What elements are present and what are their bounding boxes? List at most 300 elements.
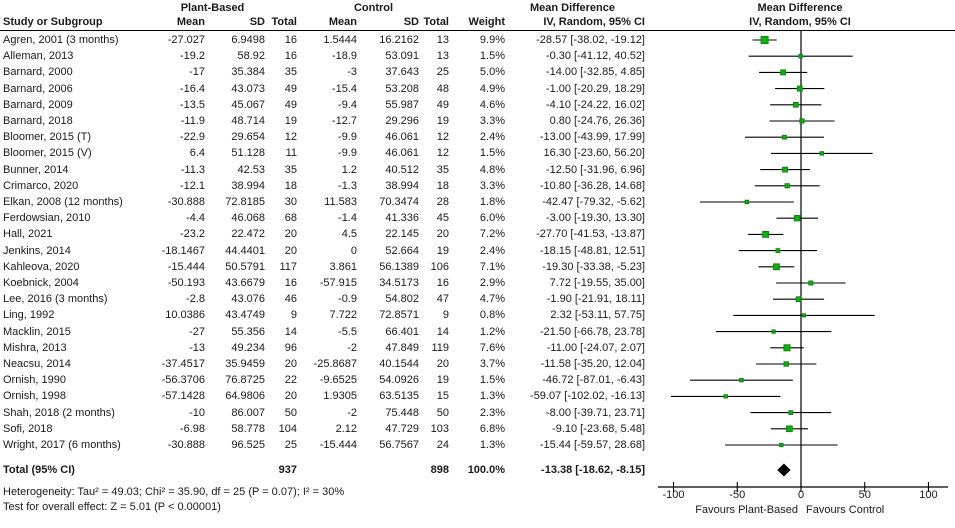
control-total: 19 bbox=[436, 244, 449, 257]
pb-sd: 58.778 bbox=[231, 422, 265, 435]
effect-marker bbox=[809, 281, 813, 285]
pb-sd: 64.9806 bbox=[225, 390, 265, 403]
table-row bbox=[0, 178, 650, 194]
pb-mean: -56.3706 bbox=[161, 374, 205, 387]
pb-sd: 76.8725 bbox=[225, 374, 265, 387]
table-row bbox=[0, 405, 650, 421]
pb-mean: -13.5 bbox=[179, 98, 205, 111]
control-sd: 47.729 bbox=[385, 422, 419, 435]
control-total: 103 bbox=[430, 422, 449, 435]
weight: 1.3% bbox=[479, 439, 505, 451]
control-total: 14 bbox=[436, 325, 449, 338]
pb-sd: 51.128 bbox=[231, 147, 265, 160]
weight: 7.2% bbox=[479, 228, 505, 241]
pb-sd: 96.525 bbox=[231, 439, 265, 451]
pb-total: 20 bbox=[284, 390, 297, 403]
study-name: Elkan, 2008 (12 months) bbox=[3, 196, 123, 208]
pb-total: 49 bbox=[284, 98, 297, 111]
weight: 4.6% bbox=[479, 98, 505, 111]
pb-sd: 55.356 bbox=[231, 325, 265, 338]
effect-marker bbox=[796, 297, 801, 302]
col-header-iv-text: IV, Random, 95% CI bbox=[543, 16, 645, 28]
control-total: 35 bbox=[436, 163, 449, 176]
ci-estimate: 7.72 [-19.55, 35.00] bbox=[549, 277, 645, 289]
weight: 4.7% bbox=[479, 293, 505, 306]
control-mean: -9.9 bbox=[338, 147, 357, 160]
axis-tick-label: 100 bbox=[919, 489, 938, 501]
table-row bbox=[0, 162, 650, 178]
control-mean: -12.7 bbox=[331, 115, 357, 127]
col-header-weight: Weight bbox=[468, 16, 505, 28]
control-mean: -1.3 bbox=[338, 179, 357, 192]
table-row bbox=[0, 32, 650, 48]
weight: 6.8% bbox=[479, 422, 505, 435]
effect-marker bbox=[797, 86, 802, 91]
pb-mean: -13 bbox=[189, 341, 205, 354]
pb-sd: 29.654 bbox=[231, 131, 265, 144]
col-header-iv-plot: IV, Random, 95% CI bbox=[749, 16, 851, 28]
control-mean: -5.5 bbox=[338, 325, 357, 338]
study-name: Barnard, 2009 bbox=[3, 98, 73, 111]
pb-sd: 43.6679 bbox=[225, 277, 265, 289]
pb-sd: 50.5791 bbox=[225, 260, 265, 273]
weight: 4.8% bbox=[479, 163, 505, 176]
pb-mean: -4.4 bbox=[186, 212, 205, 225]
control-sd: 75.448 bbox=[385, 406, 419, 419]
control-sd: 46.061 bbox=[385, 147, 419, 160]
pb-sd: 35.384 bbox=[231, 66, 265, 79]
control-sd: 16.2162 bbox=[379, 34, 419, 46]
ci-estimate: 2.32 [-53.11, 57.75] bbox=[550, 309, 645, 322]
control-mean: 7.722 bbox=[329, 309, 357, 322]
study-name: Koebnick, 2004 bbox=[3, 277, 79, 289]
pb-mean: -50.193 bbox=[167, 277, 205, 289]
effect-marker bbox=[761, 36, 768, 43]
table-row bbox=[0, 372, 650, 388]
table-row bbox=[0, 81, 650, 97]
pb-sd: 72.8185 bbox=[225, 196, 265, 208]
study-name: Kahleova, 2020 bbox=[3, 260, 80, 273]
weight: 9.9% bbox=[479, 34, 505, 46]
effect-marker bbox=[800, 119, 804, 123]
pb-sd: 43.073 bbox=[231, 82, 265, 95]
col-header-c-sd: SD bbox=[403, 16, 419, 28]
control-sd: 56.7567 bbox=[379, 439, 419, 451]
effect-marker bbox=[793, 102, 798, 107]
pb-mean: -22.9 bbox=[179, 131, 205, 144]
control-sd: 63.5135 bbox=[379, 390, 419, 403]
pb-total: 49 bbox=[284, 82, 297, 95]
control-total: 47 bbox=[436, 293, 449, 306]
effect-marker bbox=[784, 362, 788, 366]
pb-mean: -19.2 bbox=[179, 50, 205, 63]
control-mean: -25.8687 bbox=[313, 358, 357, 370]
table-row bbox=[0, 324, 650, 340]
ci-estimate: 16.30 [-23.60, 56.20] bbox=[543, 147, 645, 160]
control-sd: 53.091 bbox=[385, 50, 419, 63]
control-total: 119 bbox=[431, 341, 449, 354]
table-row bbox=[0, 340, 650, 356]
table-row bbox=[0, 388, 650, 404]
col-header-pb-sd: SD bbox=[249, 16, 265, 28]
control-mean: 11.583 bbox=[324, 196, 357, 208]
pb-total: 12 bbox=[284, 131, 297, 144]
weight: 6.0% bbox=[479, 212, 505, 225]
pb-sd: 38.994 bbox=[231, 179, 265, 192]
table-row bbox=[0, 421, 650, 437]
group-header-control: Control bbox=[353, 2, 394, 14]
control-total: 25 bbox=[436, 66, 449, 79]
pb-total: 25 bbox=[284, 439, 297, 451]
header-mean-difference-text: Mean Difference bbox=[530, 2, 615, 14]
pb-sd: 43.4749 bbox=[225, 309, 265, 322]
control-mean: 0 bbox=[350, 244, 357, 257]
pb-total: 22 bbox=[284, 374, 297, 387]
ci-estimate: -1.00 [-20.29, 18.29] bbox=[545, 82, 645, 95]
table-row bbox=[0, 259, 650, 275]
weight: 7.1% bbox=[479, 260, 505, 273]
control-total: 15 bbox=[436, 390, 449, 403]
effect-marker bbox=[772, 330, 775, 333]
study-name: Barnard, 2018 bbox=[3, 115, 73, 127]
table-row bbox=[0, 145, 650, 161]
table-row bbox=[0, 356, 650, 372]
heterogeneity-text: Heterogeneity: Tau² = 49.03; Chi² = 35.90, df = 25 (P = 0.07); I² = 30% bbox=[3, 486, 345, 498]
pb-mean: -18.1467 bbox=[161, 244, 205, 257]
control-total: 20 bbox=[436, 228, 449, 241]
pb-total: 104 bbox=[278, 422, 297, 435]
ci-estimate: -19.30 [-33.38, -5.23] bbox=[542, 260, 645, 273]
weight: 2.4% bbox=[479, 244, 505, 257]
study-name: Ornish, 1998 bbox=[3, 390, 66, 403]
control-sd: 34.5173 bbox=[379, 277, 419, 289]
control-total: 9 bbox=[442, 309, 449, 322]
study-name: Wright, 2017 (6 months) bbox=[3, 439, 121, 451]
ci-estimate: -12.50 [-31.96, 6.96] bbox=[545, 163, 645, 176]
study-name: Shah, 2018 (2 months) bbox=[3, 406, 115, 419]
col-header-study: Study or Subgroup bbox=[3, 16, 103, 28]
pb-sd: 42.53 bbox=[237, 163, 265, 176]
control-total: 24 bbox=[436, 439, 449, 451]
control-sd: 72.8571 bbox=[379, 309, 419, 322]
pb-mean: -23.2 bbox=[179, 228, 205, 241]
control-mean: -57.915 bbox=[319, 277, 357, 289]
weight: 2.4% bbox=[479, 131, 505, 144]
study-name: Ferdowsian, 2010 bbox=[3, 212, 91, 225]
weight: 1.3% bbox=[479, 390, 505, 403]
pb-sd: 6.9498 bbox=[231, 34, 265, 46]
weight: 100.0% bbox=[467, 464, 505, 476]
pb-sd: 49.234 bbox=[231, 341, 265, 354]
pb-mean: -30.888 bbox=[167, 196, 205, 208]
pb-total: 9 bbox=[290, 309, 297, 322]
ci-estimate: 0.80 [-24.76, 26.36] bbox=[549, 115, 645, 127]
table-row bbox=[0, 113, 650, 129]
ci-estimate: -8.00 [-39.71, 23.71] bbox=[545, 406, 645, 419]
control-mean: -2 bbox=[347, 406, 357, 419]
effect-marker bbox=[786, 426, 792, 432]
weight: 1.2% bbox=[479, 325, 505, 338]
control-sd: 38.994 bbox=[385, 179, 419, 192]
favours-right-label: Favours Control bbox=[806, 504, 885, 516]
total-row bbox=[0, 462, 650, 478]
pb-total: 96 bbox=[284, 341, 297, 354]
control-total: 12 bbox=[436, 147, 449, 160]
control-total: 49 bbox=[436, 98, 449, 111]
pb-mean: -10 bbox=[189, 406, 205, 419]
control-total: 106 bbox=[430, 260, 449, 273]
control-mean: 1.2 bbox=[341, 163, 357, 176]
pb-mean: -30.888 bbox=[167, 439, 205, 451]
effect-marker bbox=[802, 314, 805, 317]
pb-total: 14 bbox=[284, 325, 297, 338]
table-row bbox=[0, 97, 650, 113]
pb-mean: 10.0386 bbox=[165, 309, 205, 322]
pb-total: 50 bbox=[284, 406, 297, 419]
pb-mean: -27 bbox=[189, 325, 205, 338]
axis-tick-label: -100 bbox=[662, 489, 685, 501]
effect-marker bbox=[740, 378, 744, 382]
control-sd: 40.512 bbox=[385, 163, 419, 176]
ci-estimate: -4.10 [-24.22, 16.02] bbox=[545, 98, 645, 111]
control-mean: -18.9 bbox=[331, 50, 357, 63]
control-mean: -15.4 bbox=[331, 82, 357, 95]
control-mean: -1.4 bbox=[338, 212, 357, 225]
effect-marker bbox=[776, 249, 780, 253]
table-row bbox=[0, 226, 650, 242]
study-name: Bloomer, 2015 (T) bbox=[3, 131, 92, 144]
pb-sd: 48.714 bbox=[231, 115, 265, 127]
control-mean: 4.5 bbox=[341, 228, 357, 241]
weight: 3.3% bbox=[479, 179, 505, 192]
pb-total: 18 bbox=[284, 179, 297, 192]
pb-total: 30 bbox=[284, 196, 297, 208]
pb-total: 117 bbox=[279, 260, 297, 273]
control-mean: -15.444 bbox=[319, 439, 357, 451]
pb-total: 11 bbox=[285, 147, 297, 160]
weight: 1.5% bbox=[479, 147, 505, 160]
control-total: 45 bbox=[436, 212, 449, 225]
control-mean: -9.6525 bbox=[319, 374, 357, 387]
weight: 5.0% bbox=[479, 66, 505, 79]
control-mean: 1.5444 bbox=[323, 34, 357, 46]
ci-estimate: -9.10 [-23.68, 5.48] bbox=[552, 422, 645, 435]
pb-sd: 43.076 bbox=[231, 293, 265, 306]
effect-marker bbox=[789, 411, 793, 415]
study-name: Ling, 1992 bbox=[3, 309, 55, 322]
effect-marker bbox=[745, 200, 749, 204]
effect-marker bbox=[820, 152, 824, 156]
overall-effect-text: Test for overall effect: Z = 5.01 (P < 0.00001) bbox=[3, 501, 221, 513]
effect-marker bbox=[784, 345, 790, 351]
ci-estimate: -13.00 [-43.99, 17.99] bbox=[539, 131, 645, 144]
pb-mean: -6.98 bbox=[179, 422, 205, 435]
pb-total: 16 bbox=[284, 50, 297, 63]
effect-marker bbox=[781, 70, 786, 75]
favours-left-label: Favours Plant-Based bbox=[695, 504, 798, 516]
ci-estimate: -10.80 [-36.28, 14.68] bbox=[539, 179, 645, 192]
table-row bbox=[0, 210, 650, 226]
pb-mean: -11.9 bbox=[180, 115, 205, 127]
pb-sd: 22.472 bbox=[231, 228, 265, 241]
pb-total: 46 bbox=[284, 293, 297, 306]
ci-estimate: -11.00 [-24.07, 2.07] bbox=[546, 341, 645, 354]
pb-total: 20 bbox=[284, 244, 297, 257]
control-mean: 1.9305 bbox=[323, 390, 357, 403]
control-total: 13 bbox=[436, 50, 449, 63]
study-name: Macklin, 2015 bbox=[3, 325, 71, 338]
ci-estimate: -28.57 [-38.02, -19.12] bbox=[536, 34, 645, 46]
control-sd: 54.802 bbox=[385, 293, 419, 306]
ci-estimate: -15.44 [-59.57, 28.68] bbox=[539, 439, 645, 451]
axis-tick-label: 50 bbox=[858, 489, 871, 501]
control-total: 19 bbox=[436, 115, 449, 127]
study-name: Alleman, 2013 bbox=[3, 50, 74, 63]
pb-total: 20 bbox=[284, 228, 297, 241]
study-name: Jenkins, 2014 bbox=[3, 244, 71, 257]
table-row bbox=[0, 307, 650, 323]
control-total: 898 bbox=[430, 464, 449, 476]
control-sd: 52.664 bbox=[385, 244, 419, 257]
control-mean: -2 bbox=[347, 341, 357, 354]
control-total: 18 bbox=[436, 179, 449, 192]
table-row bbox=[0, 275, 650, 291]
weight: 1.5% bbox=[479, 374, 505, 387]
control-mean: 2.12 bbox=[335, 422, 357, 435]
study-name: Barnard, 2006 bbox=[3, 82, 73, 95]
pb-total: 20 bbox=[284, 358, 297, 370]
ci-estimate: -27.70 [-41.53, -13.87] bbox=[536, 228, 645, 241]
effect-marker bbox=[763, 231, 769, 237]
ci-estimate: -21.50 [-66.78, 23.78] bbox=[539, 325, 645, 338]
header-mean-difference-plot: Mean Difference bbox=[757, 2, 843, 14]
pb-mean: -37.4517 bbox=[161, 358, 205, 370]
ci-estimate: -42.47 [-79.32, -5.62] bbox=[542, 196, 645, 208]
control-mean: -9.4 bbox=[338, 98, 357, 111]
ci-estimate: -11.58 [-35.20, 12.04] bbox=[540, 358, 645, 370]
pb-mean: -11.3 bbox=[180, 163, 205, 176]
pb-mean: -12.1 bbox=[179, 179, 205, 192]
effect-marker bbox=[799, 54, 803, 58]
study-name: Ornish, 1990 bbox=[3, 374, 66, 387]
study-name: Neacsu, 2014 bbox=[3, 358, 71, 370]
study-name: Sofi, 2018 bbox=[3, 422, 53, 435]
pb-mean: -17 bbox=[189, 66, 205, 79]
weight: 3.7% bbox=[479, 358, 505, 370]
effect-marker bbox=[783, 167, 788, 172]
effect-marker bbox=[773, 264, 779, 270]
group-header-plant-based: Plant-Based bbox=[180, 2, 245, 14]
study-name: Bloomer, 2015 (V) bbox=[3, 147, 92, 160]
control-total: 12 bbox=[436, 131, 449, 144]
control-sd: 66.401 bbox=[385, 325, 419, 338]
control-sd: 22.145 bbox=[385, 228, 419, 241]
control-mean: 3.861 bbox=[329, 260, 357, 273]
pb-mean: -15.444 bbox=[167, 260, 205, 273]
ci-estimate: -18.15 [-48.81, 12.51] bbox=[539, 244, 645, 257]
effect-marker bbox=[782, 135, 786, 139]
control-sd: 41.336 bbox=[385, 212, 419, 225]
control-sd: 53.208 bbox=[385, 82, 419, 95]
ci-estimate: -3.00 [-19.30, 13.30] bbox=[545, 212, 645, 225]
control-total: 13 bbox=[436, 34, 449, 46]
weight: 3.3% bbox=[479, 115, 505, 127]
ci-estimate: -1.90 [-21.91, 18.11] bbox=[546, 293, 645, 306]
control-sd: 40.1544 bbox=[379, 358, 419, 370]
study-name: Hall, 2021 bbox=[3, 228, 53, 241]
control-total: 16 bbox=[436, 277, 449, 289]
pb-mean: -57.1428 bbox=[161, 390, 205, 403]
pb-mean: 6.4 bbox=[189, 147, 205, 160]
total-diamond bbox=[777, 464, 790, 477]
control-total: 50 bbox=[436, 406, 449, 419]
control-mean: -9.9 bbox=[338, 131, 357, 144]
pb-mean: -27.027 bbox=[167, 34, 205, 46]
ci-estimate: -46.72 [-87.01, -6.43] bbox=[542, 374, 645, 387]
table-row bbox=[0, 129, 650, 145]
weight: 1.5% bbox=[479, 50, 505, 63]
table-row bbox=[0, 64, 650, 80]
pb-total: 68 bbox=[284, 212, 297, 225]
weight: 7.6% bbox=[479, 341, 505, 354]
control-sd: 70.3474 bbox=[379, 196, 419, 208]
pb-sd: 58.92 bbox=[237, 50, 265, 63]
control-sd: 37.643 bbox=[385, 66, 419, 79]
col-header-c-total: Total bbox=[423, 16, 449, 28]
control-mean: -3 bbox=[347, 66, 357, 79]
table-row bbox=[0, 48, 650, 64]
pb-total: 937 bbox=[278, 464, 297, 476]
pb-sd: 35.9459 bbox=[225, 358, 265, 370]
study-name: Agren, 2001 (3 months) bbox=[3, 34, 119, 46]
ci-estimate: -14.00 [-32.85, 4.85] bbox=[545, 66, 645, 79]
weight: 2.3% bbox=[479, 406, 505, 419]
table-row bbox=[0, 243, 650, 259]
control-sd: 46.061 bbox=[385, 131, 419, 144]
weight: 2.9% bbox=[479, 277, 505, 289]
pb-total: 16 bbox=[284, 34, 297, 46]
pb-sd: 44.4401 bbox=[225, 244, 265, 257]
pb-total: 19 bbox=[284, 115, 297, 127]
col-header-pb-mean: Mean bbox=[176, 16, 205, 28]
table-row bbox=[0, 194, 650, 210]
study-name: Crimarco, 2020 bbox=[3, 179, 79, 192]
col-header-pb-total: Total bbox=[271, 16, 297, 28]
table-row bbox=[0, 437, 650, 453]
effect-marker bbox=[780, 443, 783, 446]
ci-estimate: -13.38 [-18.62, -8.15] bbox=[541, 464, 645, 476]
pb-sd: 46.068 bbox=[231, 212, 265, 225]
effect-marker bbox=[724, 395, 727, 398]
pb-mean: -16.4 bbox=[179, 82, 205, 95]
study-name: Total (95% CI) bbox=[3, 464, 75, 476]
table-row bbox=[0, 291, 650, 307]
control-sd: 56.1389 bbox=[379, 260, 419, 273]
pb-sd: 45.067 bbox=[231, 98, 265, 111]
study-name: Lee, 2016 (3 months) bbox=[3, 293, 108, 306]
effect-marker bbox=[794, 215, 799, 220]
control-sd: 55.987 bbox=[385, 98, 419, 111]
pb-sd: 86.007 bbox=[231, 406, 265, 419]
control-total: 19 bbox=[436, 374, 449, 387]
control-total: 20 bbox=[436, 358, 449, 370]
control-sd: 29.296 bbox=[385, 115, 419, 127]
study-name: Mishra, 2013 bbox=[3, 341, 67, 354]
pb-total: 16 bbox=[284, 277, 297, 289]
pb-mean: -2.8 bbox=[186, 293, 205, 306]
pb-total: 35 bbox=[284, 66, 297, 79]
study-name: Barnard, 2000 bbox=[3, 66, 73, 79]
